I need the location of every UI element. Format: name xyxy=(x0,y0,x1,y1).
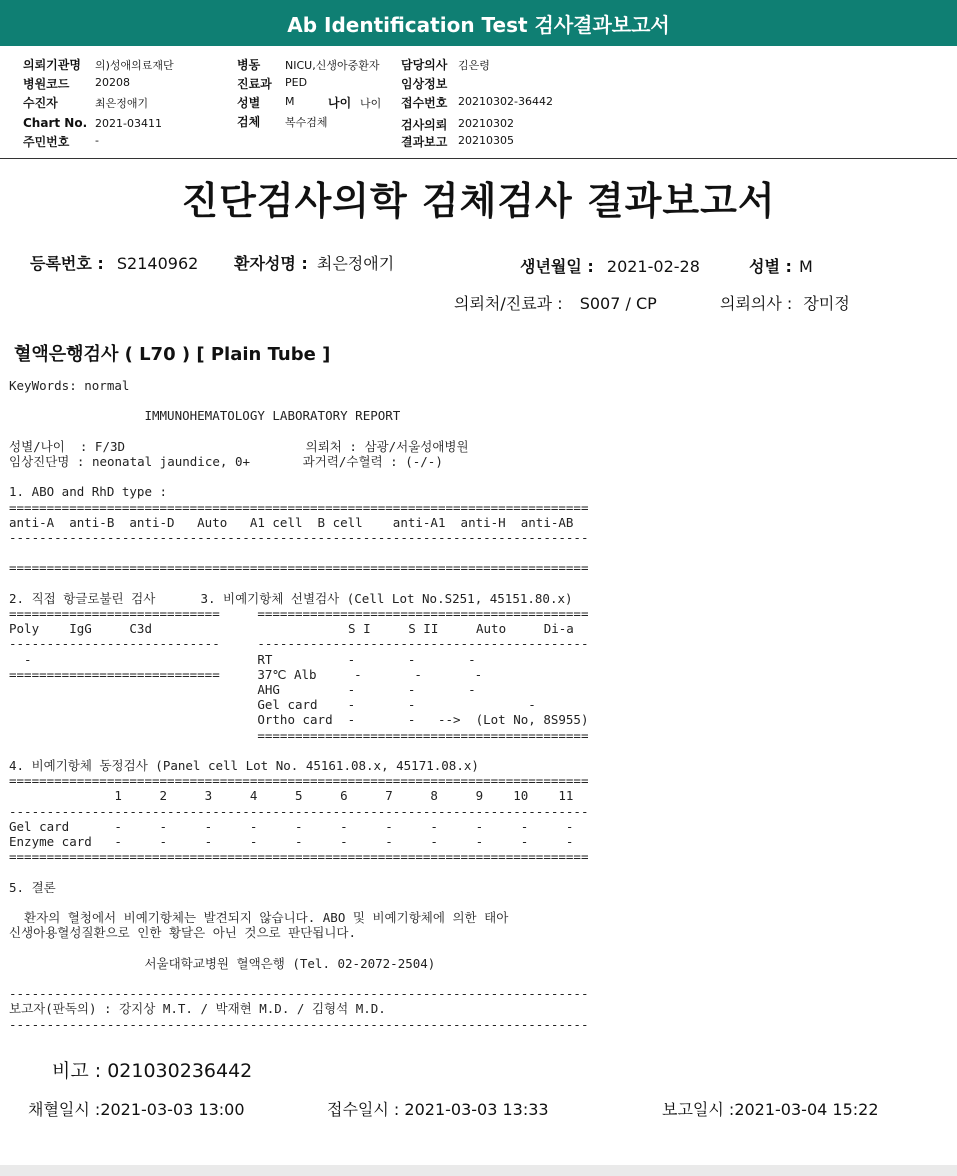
patient-sex xyxy=(749,254,813,277)
collection-time-value: 2021-03-03 13:00 xyxy=(100,1100,245,1119)
chart-no-value: 2021-03411 xyxy=(95,117,162,130)
report-date-label: 결과보고 xyxy=(401,135,448,149)
receipt-time-value: 2021-03-03 13:33 xyxy=(404,1100,549,1119)
patient-label: 수진자 xyxy=(23,96,58,110)
request-date-label: 검사의뢰 xyxy=(401,118,448,132)
physician-value: 김은령 xyxy=(458,59,490,72)
patient-value: 최은정애기 xyxy=(95,97,149,110)
referral-dept xyxy=(454,291,657,314)
patient-name xyxy=(234,251,394,274)
note-label: 비고 : xyxy=(52,1060,102,1082)
report-header-title: Ab Identification Test 검사결과보고서 xyxy=(0,0,957,46)
age-value: 나이 xyxy=(360,97,382,110)
screening-column-headers: S I S II Auto Di-a xyxy=(333,621,574,636)
ward-value: NICU,신생아중환자 xyxy=(285,59,380,72)
referral-dept-value: S007 / CP xyxy=(579,294,657,313)
org-value: 의)성애의료재단 xyxy=(95,59,174,72)
section-title: 혈액은행검사 ( L70 ) [ Plain Tube ] xyxy=(14,344,331,365)
report-time-label: 보고일시 : xyxy=(662,1100,735,1119)
birth-date xyxy=(520,254,700,277)
hospital-code-value: 20208 xyxy=(95,76,130,89)
age-label: 나이 xyxy=(328,96,352,110)
department-value: PED xyxy=(285,76,308,89)
accession-value: 20210302-36442 xyxy=(458,95,553,108)
report-time xyxy=(662,1097,879,1120)
report-time-value: 2021-03-04 15:22 xyxy=(734,1100,879,1119)
chart-no-label: Chart No. xyxy=(23,116,88,130)
ward-label: 병동 xyxy=(237,58,261,72)
patient-sex-value: M xyxy=(798,257,813,276)
lab-report-text: KeyWords: normal IMMUNOHEMATOLOGY LABORATORY REPORT 성별/나이 : F/3D 의뢰처 : 삼광/서울성애병원 임상진단명 : neonatal jaundice, 0+ 과거력/수혈력 : (-/-) 1. ABO and RhD type : ============================================================================= anti-A anti-B anti-D Auto A1 cell B cell anti-A1 anti-H anti-AB ----------------------------------------------------------------------------- ============================================================================= 2. 직접 항글로불린 검사 3. 비예기항체 선별검사 (Cell Lot No.S251, 45151.80.x) ============================ ============================================ Poly IgG C3d ---------------------------- -------------------------------------------- - RT - - - ============================ 37℃ Alb - - - AHG - - - Gel card - - - Ortho card - - --> (Lot No, 8S955) ============================================ 4. 비예기항체 동정검사 (Panel cell Lot No. 45161.08.x, 45171.08.x) ============================================================================= 1 2 3 4 5 6 7 8 9 10 11 ----------------------------------------------------------------------------- Gel card - - - - - - - - - - - Enzyme card - - - - - - - - - - - ============================================================================= 5. 결론 환자의 혈청에서 비예기항체는 발견되지 않습니다. ABO 및 비예기항체에 의한 태아 신생아용혈성질환으로 인한 황달은 아닌 것으로 판단됩니다. 서울대학교병원 혈액은행 (Tel. 02-2072-2504) ----------------------------------------------------------------------------- 보고자(판독의) : 강지상 M.T. / 박재현 M.D. / 김형석 M.D. ----------------------------------------------------------------------------- xyxy=(9,378,589,1032)
referral-dept-label: 의뢰처/진료과 : xyxy=(454,294,563,313)
hospital-code-label: 병원코드 xyxy=(23,77,70,91)
org-label: 의뢰기관명 xyxy=(23,58,81,72)
registration-label: 등록번호 : xyxy=(30,254,104,273)
specimen-value: 복수검체 xyxy=(285,116,328,129)
bottom-edge xyxy=(0,1165,957,1176)
birth-date-value: 2021-02-28 xyxy=(606,257,700,276)
resident-no-value: - xyxy=(95,134,99,147)
document-title: 진단검사의학 검체검사 결과보고서 xyxy=(181,179,776,223)
registration-number xyxy=(30,251,198,274)
birth-date-label: 생년월일 : xyxy=(520,257,594,276)
receipt-time-label: 접수일시 : xyxy=(327,1100,400,1119)
request-info-panel xyxy=(0,46,957,159)
patient-name-label: 환자성명 : xyxy=(234,254,308,273)
collection-time-label: 채혈일시 : xyxy=(28,1100,101,1119)
department-label: 진료과 xyxy=(237,77,272,91)
note-value: 021030236442 xyxy=(107,1060,253,1082)
receipt-time xyxy=(327,1097,549,1120)
referring-doctor xyxy=(720,291,850,314)
report-date-value: 20210305 xyxy=(458,134,514,147)
sex-label: 성별 xyxy=(237,96,261,110)
physician-label: 담당의사 xyxy=(401,58,448,72)
request-date-value: 20210302 xyxy=(458,117,514,130)
patient-sex-label: 성별 : xyxy=(749,257,792,276)
specimen-label: 검체 xyxy=(237,115,261,129)
collection-time xyxy=(28,1097,245,1120)
registration-value: S2140962 xyxy=(116,254,199,273)
resident-no-label: 주민번호 xyxy=(23,135,70,149)
patient-name-value: 최은정애기 xyxy=(316,254,395,273)
accession-label: 접수번호 xyxy=(401,96,448,110)
note xyxy=(52,1056,252,1083)
clinical-info-label: 임상정보 xyxy=(401,77,448,91)
referring-doctor-value: 장미정 xyxy=(803,294,850,313)
sex-value: M xyxy=(285,95,295,108)
referring-doctor-label: 의뢰의사 : xyxy=(720,294,793,313)
